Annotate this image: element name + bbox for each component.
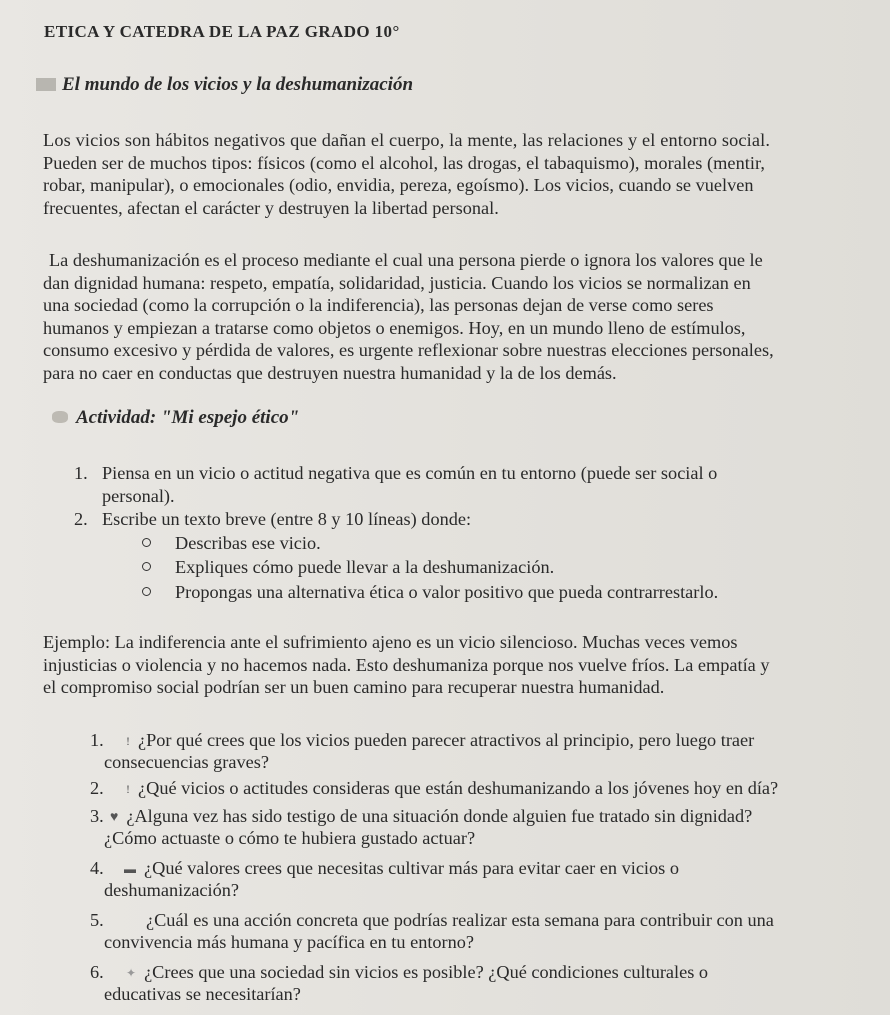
question-item bbox=[90, 805, 752, 830]
list-item bbox=[74, 462, 717, 485]
question-continuation: educativas se necesitarían? bbox=[104, 984, 301, 1004]
question-number: 3. bbox=[90, 806, 104, 826]
text-line: frecuentes, afectan el carácter y destruyen la libertad personal. bbox=[43, 197, 499, 218]
question-text: ¿Cuál es una acción concreta que podrías realizar esta semana para contribuir con una bbox=[146, 910, 774, 930]
question-text: ¿Por qué crees que los vicios pueden parecer atractivos al principio, pero luego traer bbox=[138, 730, 755, 750]
list-item-continuation: personal). bbox=[102, 486, 175, 506]
broken-heart-icon: ♥ bbox=[110, 810, 119, 825]
text-line: para no caer en conductas que destruyen nuestra humanidad y la de los demás. bbox=[43, 362, 617, 383]
sparkle-icon: ✦ bbox=[126, 966, 137, 980]
question-item bbox=[90, 777, 778, 801]
text-line: Ejemplo: La indiferencia ante el sufrimiento ajeno es un vicio silencioso. Muchas veces vemos bbox=[43, 632, 738, 652]
text-line: Pueden ser de muchos tipos: físicos (como el alcohol, las drogas, el tabaquismo), morales (mentir, bbox=[43, 152, 766, 173]
seedling-icon: ▬ bbox=[124, 862, 136, 876]
circle-bullet-icon bbox=[142, 587, 151, 596]
question-text: ¿Qué vicios o actitudes consideras que están deshumanizando a los jóvenes hoy en día? bbox=[138, 778, 779, 798]
question-number: 6. bbox=[90, 962, 104, 982]
text-line: dan dignidad humana: respeto, empatía, solidaridad, justicia. Cuando los vicios se normalizan en bbox=[43, 272, 751, 293]
activity-heading-text: Actividad: "Mi espejo ético" bbox=[76, 407, 300, 428]
intro-paragraph bbox=[43, 129, 770, 219]
question-continuation: deshumanización? bbox=[104, 880, 240, 900]
question-number: 5. bbox=[90, 910, 104, 930]
question-item bbox=[90, 729, 754, 753]
sub-list-item bbox=[142, 556, 554, 579]
dehumanization-paragraph bbox=[43, 249, 774, 385]
example-paragraph bbox=[43, 631, 769, 699]
question-text: ¿Crees que una sociedad sin vicios es posible? ¿Qué condiciones culturales o bbox=[144, 962, 709, 982]
question-item bbox=[90, 961, 708, 985]
activity-heading bbox=[52, 407, 299, 429]
lightbulb-icon: ! bbox=[126, 734, 130, 748]
sub-list-text: Propongas una alternativa ética o valor positivo que pueda contrarrestarlo. bbox=[175, 582, 719, 602]
question-item bbox=[90, 909, 774, 932]
text-line: La deshumanización es el proceso mediante el cual una persona pierde o ignora los valores que le bbox=[49, 250, 763, 270]
circle-bullet-icon bbox=[142, 562, 151, 571]
sub-list-item bbox=[142, 581, 718, 604]
bookmark-icon bbox=[36, 78, 56, 91]
list-item bbox=[74, 508, 471, 531]
section-heading bbox=[36, 74, 413, 96]
sub-list-text: Expliques cómo puede llevar a la deshumanización. bbox=[175, 557, 555, 577]
text-line: consumo excesivo y pérdida de valores, es urgente reflexionar sobre nuestras elecciones personales, bbox=[43, 340, 774, 361]
list-text: Piensa en un vicio o actitud negativa que es común en tu entorno (puede ser social o bbox=[102, 463, 718, 483]
text-line: Los vicios son hábitos negativos que dañan el cuerpo, la mente, las relaciones y el entorno social. bbox=[43, 130, 771, 150]
exclamation-icon: ! bbox=[126, 782, 130, 796]
question-number: 4. bbox=[90, 858, 104, 878]
text-line: el compromiso social podrían ser un buen camino para recuperar nuestra humanidad. bbox=[43, 677, 665, 698]
text-line: humanos y empiezan a tratarse como objetos o enemigos. Hoy, en un mundo lleno de estímulos, bbox=[43, 317, 746, 338]
question-continuation: consecuencias graves? bbox=[104, 752, 269, 772]
list-number: 1. bbox=[74, 463, 88, 483]
circle-bullet-icon bbox=[142, 538, 151, 547]
question-text: ¿Alguna vez has sido testigo de una situación donde alguien fue tratado sin dignidad? bbox=[126, 806, 753, 826]
page-title: ETICA Y CATEDRA DE LA PAZ GRADO 10° bbox=[44, 22, 400, 41]
sub-list-item bbox=[142, 532, 321, 555]
text-line: robar, manipular), o emocionales (odio, envidia, pereza, egoísmo). Los vicios, cuando se vuelven bbox=[43, 175, 754, 196]
mirror-icon bbox=[52, 411, 68, 423]
question-text: ¿Qué valores crees que necesitas cultivar más para evitar caer en vicios o bbox=[144, 858, 679, 878]
question-number: 1. bbox=[90, 730, 104, 750]
question-number: 2. bbox=[90, 778, 104, 798]
list-number: 2. bbox=[74, 509, 88, 529]
question-continuation: ¿Cómo actuaste o cómo te hubiera gustado actuar? bbox=[104, 828, 476, 848]
list-text: Escribe un texto breve (entre 8 y 10 líneas) donde: bbox=[102, 509, 472, 529]
question-item bbox=[90, 857, 679, 881]
sub-list-text: Describas ese vicio. bbox=[175, 533, 321, 553]
question-continuation: convivencia más humana y pacífica en tu entorno? bbox=[104, 932, 475, 952]
section-heading-text: El mundo de los vicios y la deshumanización bbox=[62, 74, 414, 95]
text-line: una sociedad (como la corrupción o la indiferencia), las personas dejan de verse como seres bbox=[43, 295, 714, 316]
text-line: injusticias o violencia y no hacemos nada. Esto deshumaniza porque nos vuelve fríos. La empatía y bbox=[43, 654, 770, 675]
